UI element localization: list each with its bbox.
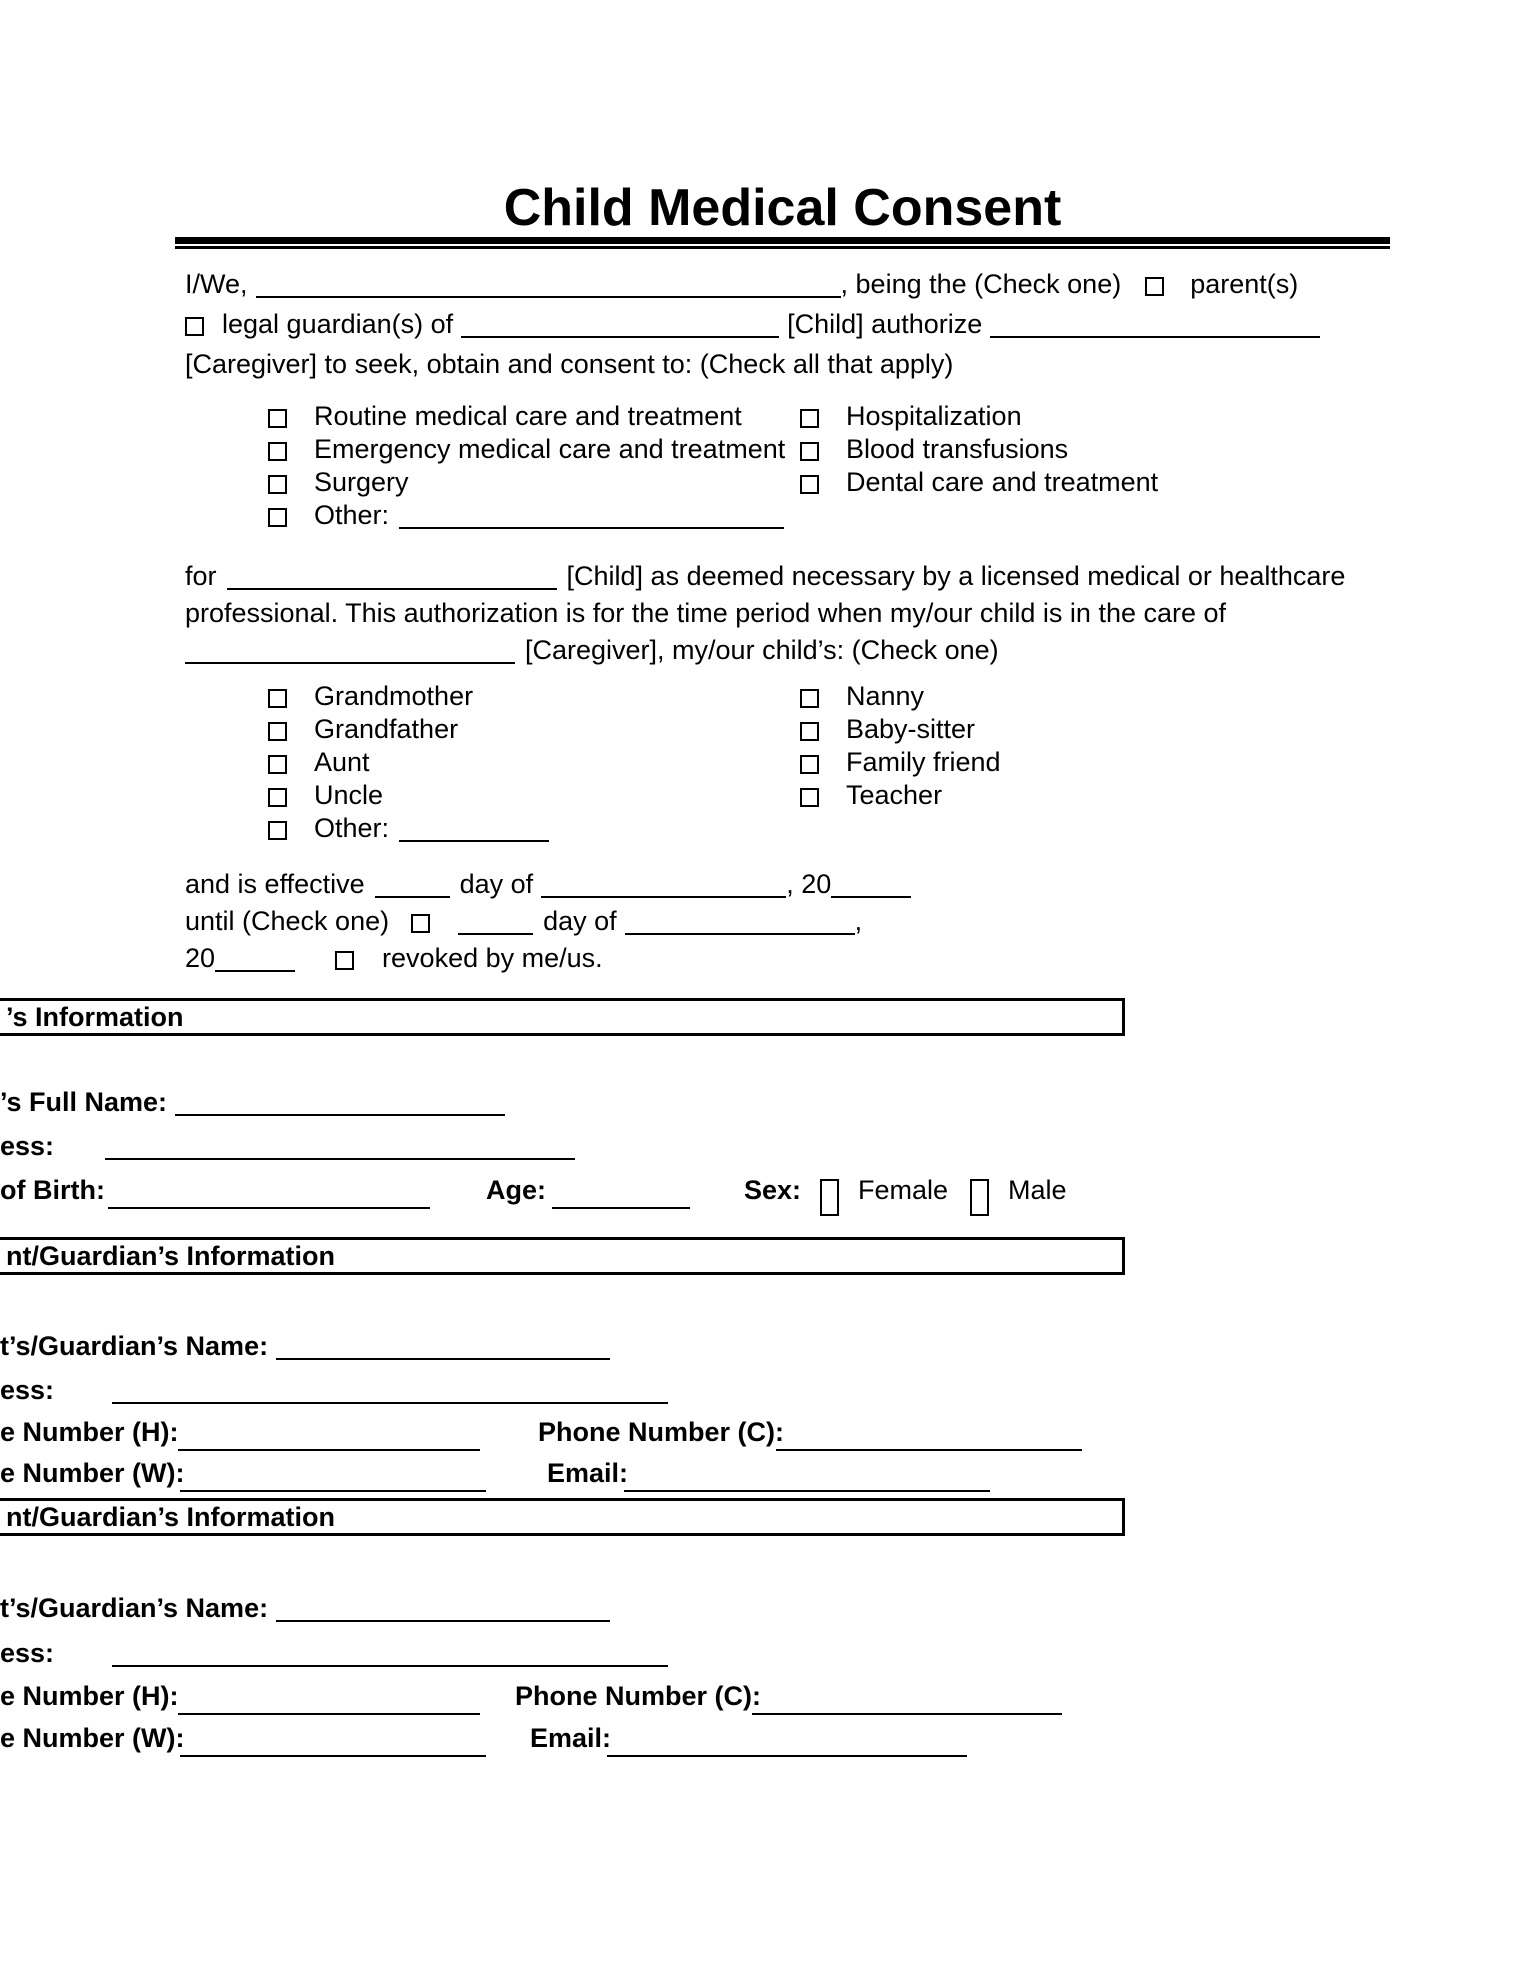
checkbox-option-row xyxy=(268,499,785,532)
legal-guardians-checkbox[interactable] xyxy=(185,317,204,336)
until-year-blank[interactable] xyxy=(215,946,295,972)
checkbox-option-row xyxy=(800,746,1001,779)
child-section-header-label: ’s Information xyxy=(6,1001,184,1032)
option-label: Aunt xyxy=(314,747,370,777)
guardian1-phone-h-row xyxy=(0,1414,1530,1451)
guardian1-name-blank[interactable] xyxy=(276,1334,610,1360)
checkbox-option-row xyxy=(268,680,549,713)
relationship-other-blank[interactable] xyxy=(399,816,549,842)
guardian2-email-blank[interactable] xyxy=(607,1720,967,1757)
guardian1-email-blank[interactable] xyxy=(624,1455,990,1492)
guardian1-email-label: Email: xyxy=(547,1458,629,1488)
nanny-checkbox[interactable] xyxy=(800,689,819,708)
checkbox-option-row xyxy=(268,779,549,812)
guardian1-address-row xyxy=(0,1372,668,1409)
guardian2-phone-h-blank[interactable] xyxy=(178,1678,480,1715)
checkbox-option-row xyxy=(800,680,1001,713)
guardian2-name-row xyxy=(0,1590,610,1627)
guardian-section-1-header-label: nt/Guardian’s Information xyxy=(6,1240,336,1271)
intro-line-1 xyxy=(185,264,1320,304)
i-we-label: I/We, xyxy=(185,269,248,299)
baby-sitter-checkbox[interactable] xyxy=(800,722,819,741)
child-sex-label: Sex: xyxy=(744,1175,802,1205)
consent-options-left-column xyxy=(268,400,785,532)
guardian2-phone-w-blank[interactable] xyxy=(180,1720,486,1757)
hospitalization-checkbox[interactable] xyxy=(800,409,819,428)
checkbox-option-row xyxy=(800,400,1158,433)
child-dob-blank[interactable] xyxy=(108,1172,430,1209)
caregiver-consent-label: [Caregiver] to seek, obtain and consent to: (Check all that apply) xyxy=(185,349,954,379)
checkbox-option-row xyxy=(268,433,785,466)
child-dob-row xyxy=(0,1172,1530,1209)
guardian2-phone-w-row xyxy=(0,1720,1530,1757)
guardian1-phone-h-blank[interactable] xyxy=(178,1414,480,1451)
teacher-checkbox[interactable] xyxy=(800,788,819,807)
family-friend-checkbox[interactable] xyxy=(800,755,819,774)
for-line-1 xyxy=(185,558,1345,595)
relationship-options-right-column xyxy=(800,680,1001,812)
page-title: Child Medical Consent xyxy=(503,179,1062,237)
legal-guardians-label: legal guardian(s) of xyxy=(222,309,454,339)
child-age-label: Age: xyxy=(486,1175,546,1205)
effective-month-blank[interactable] xyxy=(541,872,786,898)
option-label: Teacher xyxy=(846,780,943,810)
child-address-blank[interactable] xyxy=(105,1134,575,1160)
option-label: Other: xyxy=(314,813,390,843)
until-revoked-checkbox[interactable] xyxy=(335,951,354,970)
guardian2-phone-c-blank[interactable] xyxy=(752,1678,1062,1715)
guardian1-phone-c-blank[interactable] xyxy=(776,1414,1082,1451)
surgery-checkbox[interactable] xyxy=(268,475,287,494)
for-label: for xyxy=(185,561,217,591)
child-full-name-row xyxy=(0,1084,505,1121)
checkbox-option-row xyxy=(800,466,1158,499)
option-label: Hospitalization xyxy=(846,401,1022,431)
consent-options-right-column xyxy=(800,400,1158,499)
effective-line-1 xyxy=(185,866,911,903)
for-line-3 xyxy=(185,632,1345,669)
child-dob-label: of Birth: xyxy=(0,1175,105,1205)
until-month-blank[interactable] xyxy=(625,909,855,935)
guardian2-name-blank[interactable] xyxy=(276,1596,610,1622)
for-line-2 xyxy=(185,595,1345,632)
guardian1-address-label: ess: xyxy=(0,1375,55,1405)
checkbox-option-row xyxy=(268,400,785,433)
aunt-checkbox[interactable] xyxy=(268,755,287,774)
until-date-checkbox[interactable] xyxy=(411,914,430,933)
until-check-one-label: until (Check one) xyxy=(185,906,390,936)
caregiver-name-blank[interactable] xyxy=(990,312,1320,338)
guardian2-phone-h-row xyxy=(0,1678,1530,1715)
guardian1-phone-w-label: e Number (W): xyxy=(0,1458,185,1488)
child-full-name-blank[interactable] xyxy=(175,1090,505,1116)
guardian2-phone-h-label: e Number (H): xyxy=(0,1681,179,1711)
until-comma: , xyxy=(854,906,863,936)
option-label: Blood transfusions xyxy=(846,434,1069,464)
guardian2-phone-c-label: Phone Number (C): xyxy=(515,1681,761,1711)
dental-care-checkbox[interactable] xyxy=(800,475,819,494)
guardian1-phone-w-blank[interactable] xyxy=(180,1455,486,1492)
until-day-of-label: day of xyxy=(543,906,617,936)
option-label: Grandfather xyxy=(314,714,459,744)
option-label: Grandmother xyxy=(314,681,474,711)
checkbox-option-row xyxy=(800,779,1001,812)
for-line3-text: [Caregiver], my/our child’s: (Check one) xyxy=(525,635,999,665)
checkbox-option-row xyxy=(268,466,785,499)
for-caregiver-name-blank[interactable] xyxy=(185,638,515,664)
child-age-blank[interactable] xyxy=(552,1172,690,1209)
option-label: Nanny xyxy=(846,681,925,711)
guardian-section-2-header xyxy=(0,1498,1125,1536)
grandmother-checkbox[interactable] xyxy=(268,689,287,708)
guardian2-phone-w-label: e Number (W): xyxy=(0,1723,185,1753)
option-label: Other: xyxy=(314,500,390,530)
male-checkbox[interactable] xyxy=(970,1179,989,1216)
for-child-name-blank[interactable] xyxy=(227,564,557,590)
year-prefix-label: , 20 xyxy=(786,869,832,899)
child-full-name-label: ’s Full Name: xyxy=(0,1087,168,1117)
checkbox-option-row xyxy=(800,713,1001,746)
checkbox-option-row xyxy=(268,812,549,845)
checkbox-option-row xyxy=(800,433,1158,466)
consent-other-blank[interactable] xyxy=(399,503,784,529)
checkbox-option-row xyxy=(268,746,549,779)
female-label: Female xyxy=(858,1175,949,1205)
child-authorize-label: [Child] authorize xyxy=(787,309,983,339)
guardian2-address-row xyxy=(0,1635,668,1672)
option-label: Baby-sitter xyxy=(846,714,976,744)
option-label: Routine medical care and treatment xyxy=(314,401,742,431)
male-label: Male xyxy=(1008,1175,1067,1205)
intro-line-2 xyxy=(185,304,1320,344)
guardian1-address-blank[interactable] xyxy=(112,1378,668,1404)
guardian2-address-label: ess: xyxy=(0,1638,55,1668)
day-of-label: day of xyxy=(459,869,534,899)
parents-checkbox[interactable] xyxy=(1145,277,1164,296)
option-label: Uncle xyxy=(314,780,384,810)
for-line2-text: professional. This authorization is for the time period when my/our child is in the care of xyxy=(185,598,1227,628)
emergency-care-checkbox[interactable] xyxy=(268,442,287,461)
option-label: Emergency medical care and treatment xyxy=(314,434,786,464)
guardian-section-2-header-label: nt/Guardian’s Information xyxy=(6,1501,336,1532)
guardian1-name-label: t’s/Guardian’s Name: xyxy=(0,1331,269,1361)
effective-line-3 xyxy=(185,940,911,977)
option-label: Surgery xyxy=(314,467,409,497)
parents-label: parent(s) xyxy=(1190,269,1299,299)
checkbox-option-row xyxy=(268,713,549,746)
option-label: Family friend xyxy=(846,747,1001,777)
intro-paragraph xyxy=(185,264,1320,384)
for-line1-text: [Child] as deemed necessary by a licensed medical or healthcare xyxy=(566,561,1346,591)
female-checkbox[interactable] xyxy=(820,1179,839,1216)
child-address-row xyxy=(0,1128,575,1165)
being-check-one-label: , being the (Check one) xyxy=(840,269,1122,299)
option-label: Dental care and treatment xyxy=(846,467,1159,497)
relationship-other-checkbox[interactable] xyxy=(268,821,287,840)
child-section-header xyxy=(0,998,1125,1036)
parent-names-blank[interactable] xyxy=(256,272,841,298)
title-rule xyxy=(175,237,1390,249)
until-day-blank[interactable] xyxy=(458,909,533,935)
child-address-label: ess: xyxy=(0,1131,55,1161)
effective-dates-block xyxy=(185,866,911,977)
guardian1-phone-w-row xyxy=(0,1455,1530,1492)
relationship-options-left-column xyxy=(268,680,549,845)
guardian1-phone-h-label: e Number (H): xyxy=(0,1417,179,1447)
revoked-label: revoked by me/us. xyxy=(382,943,603,973)
guardian2-email-label: Email: xyxy=(530,1723,612,1753)
effective-day-blank[interactable] xyxy=(375,872,450,898)
blood-transfusions-checkbox[interactable] xyxy=(800,442,819,461)
intro-line-3 xyxy=(185,344,1320,384)
consent-other-checkbox[interactable] xyxy=(268,508,287,527)
guardian2-address-blank[interactable] xyxy=(112,1641,668,1667)
grandfather-checkbox[interactable] xyxy=(268,722,287,741)
effective-line-2 xyxy=(185,903,911,940)
child-name-blank[interactable] xyxy=(461,312,779,338)
effective-label: and is effective xyxy=(185,869,365,899)
guardian-section-1-header xyxy=(0,1237,1125,1275)
for-paragraph xyxy=(185,558,1345,669)
uncle-checkbox[interactable] xyxy=(268,788,287,807)
guardian1-name-row xyxy=(0,1328,610,1365)
guardian2-name-label: t’s/Guardian’s Name: xyxy=(0,1593,269,1623)
effective-year-blank[interactable] xyxy=(831,872,911,898)
routine-care-checkbox[interactable] xyxy=(268,409,287,428)
until-year-prefix-label: 20 xyxy=(185,943,216,973)
guardian1-phone-c-label: Phone Number (C): xyxy=(538,1417,784,1447)
